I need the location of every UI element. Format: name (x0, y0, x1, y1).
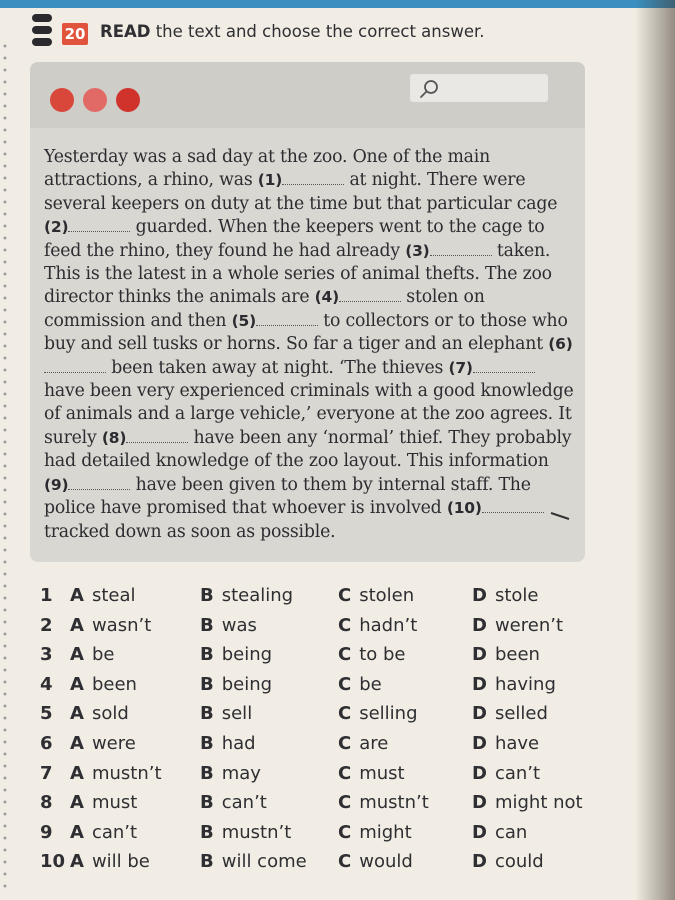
option-letter: B (200, 614, 214, 636)
question-number: 5 (40, 703, 53, 725)
search-icon (418, 78, 440, 100)
option-letter: D (472, 792, 487, 814)
option-letter: B (200, 703, 214, 725)
option-letter: A (70, 792, 84, 814)
option-letter: C (338, 732, 352, 754)
answer-options (40, 585, 620, 881)
option-letter: D (472, 703, 487, 725)
option-text: being (221, 673, 273, 695)
option-text: stealing (221, 585, 294, 606)
passage-text: guarded. When the keepers went to the cage to feed the rhino, they found he had already (44, 217, 545, 261)
window-dot-icon (50, 88, 74, 112)
option-a (70, 585, 135, 606)
option-letter: C (338, 792, 352, 814)
option-letter: C (338, 644, 352, 666)
option-text: steal (91, 585, 136, 606)
option-text: been (494, 644, 540, 666)
top-color-band (0, 0, 675, 8)
option-letter: B (200, 732, 214, 754)
option-text: mustn’t (359, 792, 429, 814)
option-b (200, 763, 261, 784)
passage-text: to collectors or to those who buy and sell tusks or horns. So far a tiger and an elephant (44, 310, 568, 355)
question-number: 1 (40, 585, 53, 606)
option-b (200, 851, 307, 872)
option-letter: A (70, 703, 84, 725)
answer-blank (68, 219, 130, 232)
option-text: stolen (359, 585, 415, 606)
option-d (472, 792, 583, 813)
option-b (200, 585, 293, 606)
option-a (70, 733, 136, 754)
gap-number: (1) (257, 171, 283, 190)
option-text: can’t (494, 762, 541, 784)
passage-text: been taken away at night. ‘The thieves (106, 357, 449, 378)
option-text: were (91, 732, 136, 754)
option-letter: D (472, 614, 487, 636)
window-dot-icon (83, 88, 107, 112)
question-row (40, 644, 620, 674)
option-letter: D (472, 821, 487, 843)
answer-blank (473, 360, 535, 373)
option-b (200, 733, 256, 754)
option-a (70, 615, 151, 636)
option-text: have (494, 732, 540, 754)
option-text: could (494, 851, 544, 873)
gap-number: (7) (448, 358, 473, 377)
gap-number: (10) (446, 499, 482, 518)
gap-number: (3) (405, 241, 430, 260)
page-shadow (635, 0, 675, 900)
option-text: will be (91, 851, 150, 873)
question-number: 6 (40, 732, 53, 754)
exercise-number-badge: 20 (62, 23, 88, 45)
option-letter: D (472, 644, 487, 666)
option-letter: C (338, 703, 352, 725)
option-text: being (221, 644, 273, 666)
option-letter: D (472, 851, 487, 873)
answer-blank (282, 172, 344, 185)
question-number: 3 (40, 644, 53, 666)
instruction-bold: READ (100, 22, 151, 41)
option-b (200, 703, 252, 724)
option-letter: A (70, 762, 84, 784)
passage-text: at night. There were several keepers on duty at the time but that particular cage (44, 170, 558, 214)
option-text: selling (359, 703, 418, 725)
option-c (338, 615, 417, 636)
option-d (472, 851, 544, 872)
option-letter: B (200, 821, 214, 843)
answer-blank (44, 360, 106, 373)
option-text: was (221, 614, 257, 636)
gap-number: (9) (44, 475, 69, 494)
option-c (338, 644, 406, 665)
gap-number: (8) (101, 428, 127, 447)
option-d (472, 822, 527, 843)
option-d (472, 733, 539, 754)
option-text: might (359, 821, 412, 843)
option-c (338, 792, 429, 813)
option-text: stole (494, 585, 539, 606)
option-c (338, 851, 413, 872)
question-row (40, 615, 620, 645)
option-text: mustn’t (221, 821, 292, 843)
gap-number: (5) (231, 311, 256, 330)
option-text: be (91, 644, 115, 666)
question-number: 2 (40, 614, 53, 636)
question-row (40, 822, 620, 852)
instruction (100, 22, 485, 41)
passage-text: taken. This is the latest in a whole series of animal thefts. The zoo director thinks the animals are (44, 240, 552, 308)
pen-mark (550, 512, 570, 520)
option-letter: B (200, 673, 214, 695)
option-letter: C (338, 851, 352, 873)
option-text: can’t (91, 821, 138, 843)
option-text: are (359, 732, 389, 754)
option-letter: B (200, 585, 214, 606)
option-b (200, 615, 257, 636)
question-row (40, 733, 620, 763)
answer-blank (430, 243, 492, 256)
option-d (472, 615, 563, 636)
option-letter: A (70, 644, 84, 666)
option-text: would (359, 851, 413, 873)
option-c (338, 703, 418, 724)
reading-passage (44, 146, 574, 544)
option-text: had (221, 732, 256, 754)
option-b (200, 792, 267, 813)
option-letter: B (200, 762, 214, 784)
option-text: sold (91, 703, 129, 725)
option-text: wasn’t (91, 614, 152, 636)
answer-blank (256, 313, 318, 326)
option-text: selled (494, 703, 548, 725)
question-row (40, 674, 620, 704)
option-text: must (359, 762, 405, 784)
option-letter: D (472, 673, 487, 695)
option-c (338, 733, 388, 754)
option-letter: D (472, 585, 487, 606)
answer-blank (68, 477, 130, 490)
option-text: must (91, 792, 138, 814)
option-letter: C (338, 585, 352, 606)
option-letter: C (338, 821, 352, 843)
option-c (338, 822, 412, 843)
option-text: been (91, 673, 137, 695)
option-text: can’t (221, 792, 267, 814)
option-letter: A (70, 585, 84, 606)
option-text: mustn’t (91, 762, 162, 784)
question-row (40, 851, 620, 881)
option-a (70, 644, 114, 665)
option-b (200, 822, 291, 843)
option-a (70, 792, 137, 813)
passage-text: Yesterday was a sad day at the zoo. One of the main attractions, a rhino, was (44, 147, 491, 191)
option-text: to be (359, 644, 406, 666)
gap-number: (2) (44, 218, 69, 237)
question-row (40, 585, 620, 615)
answer-blank (482, 500, 544, 513)
passage-text: have been very experienced criminals with a good knowledge of animals and a large vehicle,’ everyone at the zoo agrees. It surely (44, 381, 574, 448)
option-letter: D (472, 732, 487, 754)
option-d (472, 703, 548, 724)
option-letter: C (338, 762, 352, 784)
option-text: be (359, 673, 382, 695)
question-number: 10 (40, 851, 66, 873)
option-letter: A (70, 614, 84, 636)
question-number: 7 (40, 762, 53, 784)
option-letter: D (472, 762, 487, 784)
option-text: having (494, 673, 556, 695)
question-row (40, 792, 620, 822)
option-text: might not (494, 792, 583, 814)
question-row (40, 703, 620, 733)
option-c (338, 585, 414, 606)
option-text: will come (221, 851, 307, 873)
question-number: 9 (40, 821, 53, 843)
option-a (70, 851, 150, 872)
answer-blank (126, 430, 188, 443)
gap-number: (6) (548, 335, 573, 354)
answer-blank (339, 289, 401, 302)
option-letter: B (200, 792, 214, 814)
option-letter: A (70, 851, 84, 873)
option-c (338, 674, 382, 695)
option-letter: B (200, 851, 214, 873)
option-b (200, 674, 272, 695)
question-number: 8 (40, 792, 53, 814)
instruction-text: the text and choose the correct answer. (150, 22, 485, 41)
option-text: sell (221, 703, 253, 725)
option-letter: B (200, 644, 214, 666)
page-edge-dots (2, 40, 8, 890)
option-a (70, 703, 129, 724)
passage-text: have been given to them by internal staff. The police have promised that whoever is involved (44, 474, 531, 519)
option-letter: A (70, 673, 84, 695)
option-c (338, 763, 405, 784)
option-a (70, 822, 137, 843)
option-b (200, 644, 272, 665)
question-row (40, 763, 620, 793)
option-letter: A (70, 732, 84, 754)
option-d (472, 585, 538, 606)
passage-text: tracked down as soon as possible. (44, 521, 336, 542)
search-box (410, 74, 548, 102)
option-letter: C (338, 673, 352, 695)
browser-toolbar (30, 62, 585, 128)
option-letter: A (70, 821, 84, 843)
option-d (472, 674, 556, 695)
option-letter: C (338, 614, 352, 636)
option-a (70, 763, 162, 784)
option-text: can (494, 821, 528, 843)
option-d (472, 644, 540, 665)
bullet-icon (32, 14, 56, 56)
option-text: weren’t (494, 614, 564, 636)
option-a (70, 674, 137, 695)
passage-text: stolen on commission and then (44, 287, 485, 331)
question-number: 4 (40, 673, 53, 695)
window-dot-icon (116, 88, 140, 112)
passage-text: have been any ‘normal’ thief. They probably had detailed knowledge of the zoo layout. This information (44, 427, 572, 472)
gap-number: (4) (314, 288, 339, 307)
option-text: may (221, 762, 261, 784)
option-text: hadn’t (359, 614, 418, 636)
option-d (472, 763, 540, 784)
